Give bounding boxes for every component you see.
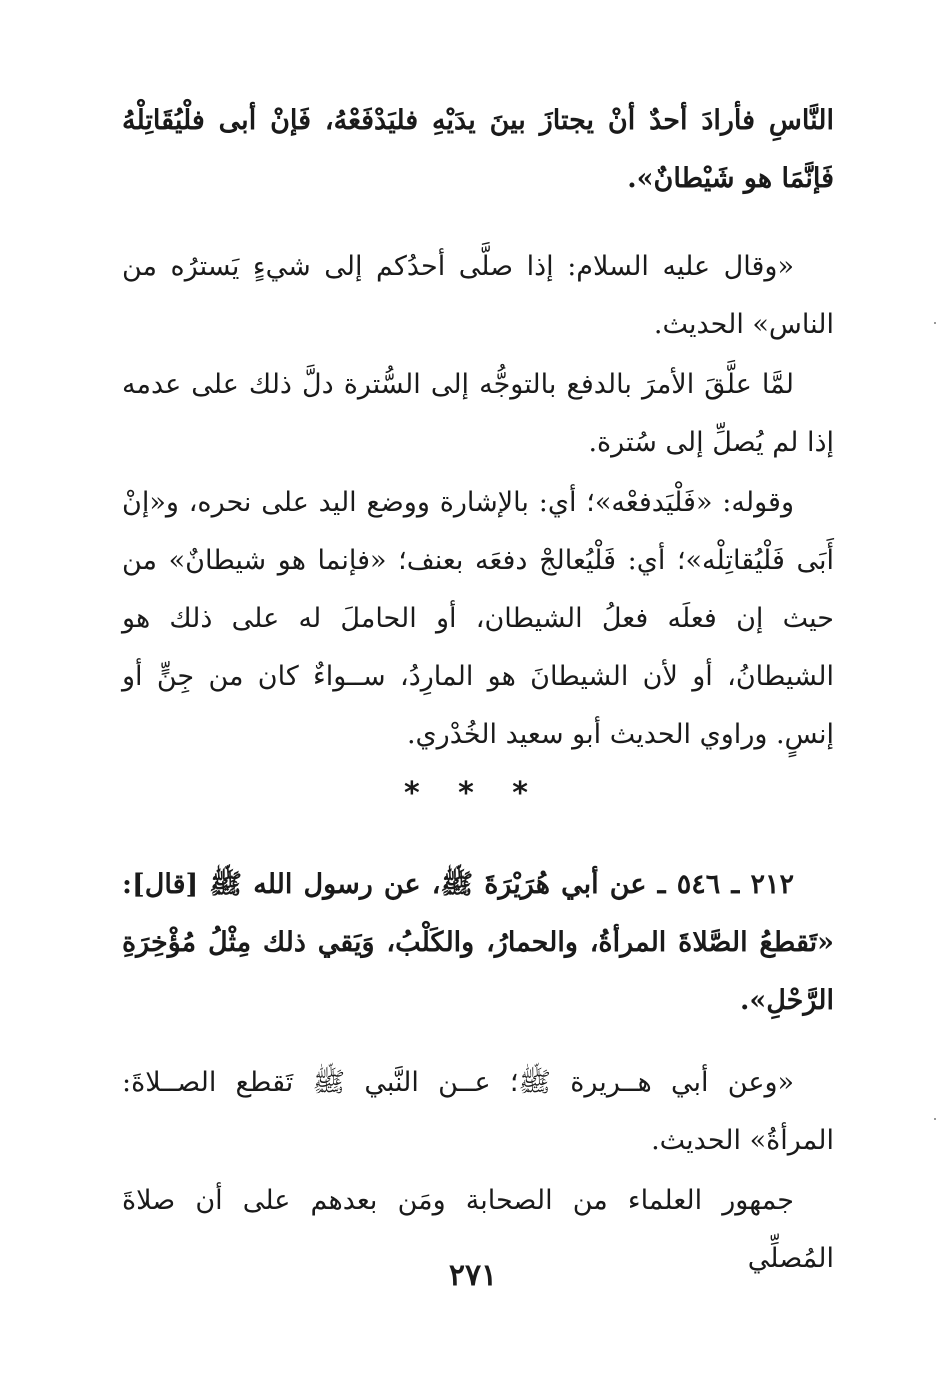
hadith-continuation-paragraph: النَّاسِ فأرادَ أحدٌ أنْ يجتازَ بينَ يدَيْهِ فليَدْفَعْهُ، فَإنْ أبى فلْيُقَاتِلْهُ فَإنَّمَا هو شَيْطانٌ». [122, 105, 834, 194]
commentary-quote-paragraph-2: «وعن أبي هــريرة ﷺ؛ عــن النَّبي ﷺ تَقطع الصــلاةَ: المرأةُ» الحديث. [122, 1067, 834, 1156]
commentary-paragraph-explanation: وقوله: «فَلْيَدفعْه»؛ أي: بالإشارة ووضع اليد على نحره، و«إنْ أَبَى فَلْيُقاتِلْه»؛ أي: فَلْيُعالجْ دفعَه بعنف؛ «فإنما هو شيطانٌ» من حيث إن فعلَه فعلُ الشيطان، أو الحاملَ له على ذلك هو الشيطانُ، أو لأن الشيطانَ هو المارِدُ، ســواءٌ كان من جِنٍّ أو إنسٍ. وراوي الحديث أبو سعيد الخُدْري. [122, 487, 835, 750]
scan-speck [934, 1118, 936, 1120]
commentary-paragraph-jumhur: جمهور العلماء من الصحابة ومَن بعدهم على أن صلاةَ المُصلِّي [122, 1185, 834, 1274]
section-separator: * * * [404, 776, 542, 811]
page-number: ٢٧١ [448, 1258, 498, 1293]
scan-speck [934, 322, 936, 324]
commentary-quote-paragraph: «وقال عليه السلام: إذا صلَّى أحدُكم إلى شيءٍ يَسترُه من الناس» الحديث. [122, 251, 834, 340]
commentary-paragraph-sutra: لمَّا علَّقَ الأمرَ بالدفع بالتوجُّه إلى السُّترة دلَّ ذلك على عدمه إذا لم يُصلِّ إلى سُترة. [122, 369, 834, 458]
hadith-212-paragraph: ٢١٢ ـ ٥٤٦ ـ عن أبي هُرَيْرَةَ ﷺ، عن رسول الله ﷺ [قال]: «تَقطعُ الصَّلاةَ المرأةُ، والحمارُ، والكَلْبُ، وَيَقي ذلك مِثْلُ مُؤْخِرَةِ الرَّحْلِ». [122, 869, 834, 1016]
